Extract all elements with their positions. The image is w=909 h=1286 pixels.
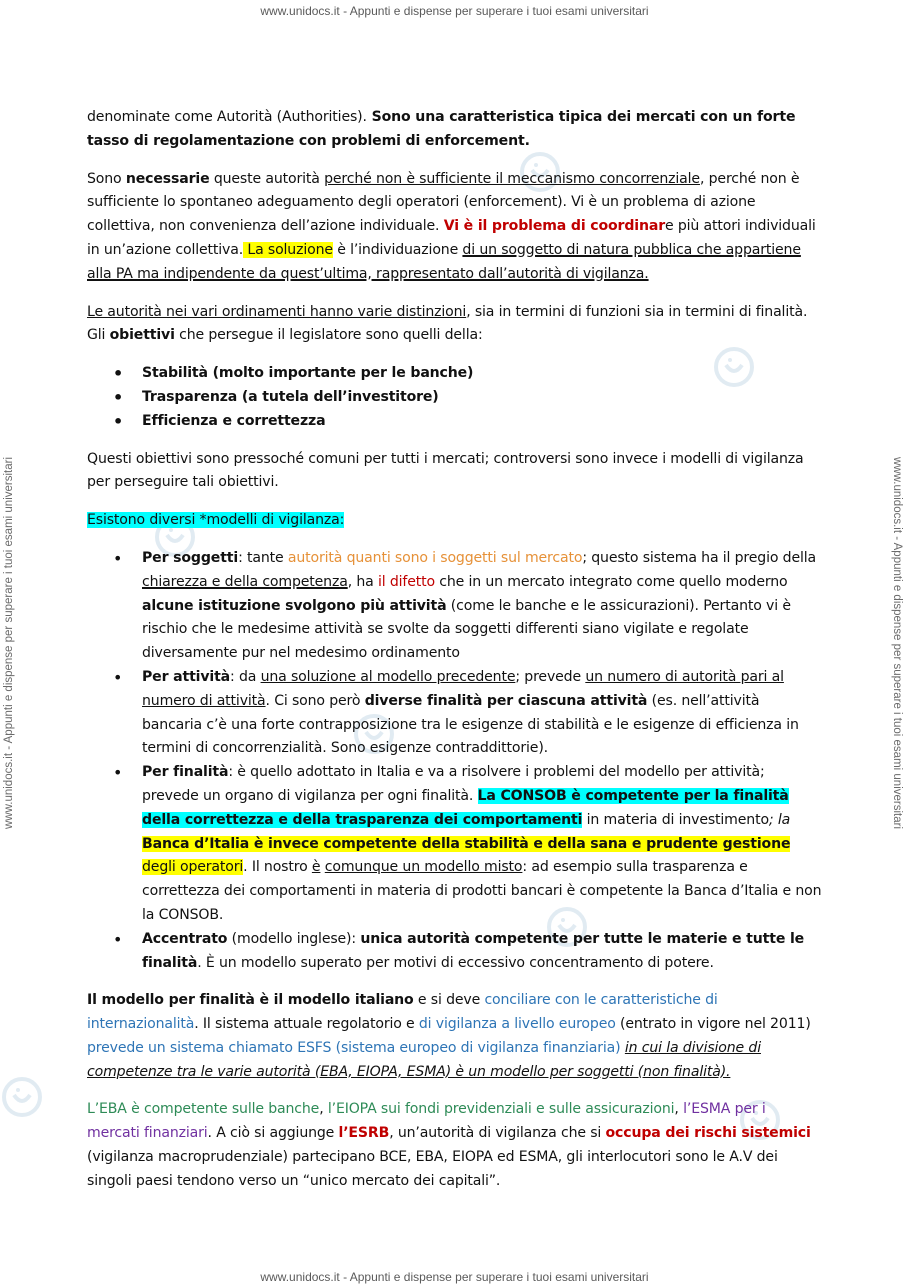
text-highlight-cyan: La CONSOB è competente per la finalità della correttezza e della trasparenza dei comportamenti bbox=[142, 787, 789, 828]
list-item: • Trasparenza (a tutela dell’investitore) bbox=[142, 386, 822, 410]
text-underlined: è bbox=[311, 859, 321, 876]
text: (es. nell’attività bancaria c’è una forte contrapposizione tra le esigenze di stabilità e le esigenze di efficienza in termini di concorrenzialità. Sono esigenze contraddittorie). bbox=[142, 692, 799, 757]
text: . Il nostro bbox=[243, 859, 312, 876]
text-bold: obiettivi bbox=[109, 327, 175, 344]
text-green: l’EIOPA sui fondi previdenziali e sulle assicurazioni bbox=[327, 1101, 675, 1118]
left-side-banner-text: www.unidocs.it - Appunti e dispense per superare i tuoi esami universitari bbox=[3, 456, 15, 830]
text-underlined: un numero di autorità pari al numero di attività bbox=[142, 668, 784, 709]
text-purple: l’ESMA per i mercati finanziari bbox=[87, 1101, 766, 1142]
paragraph-european-authorities bbox=[87, 1098, 822, 1193]
text: . Ci sono però bbox=[265, 692, 365, 709]
paragraph-necessity bbox=[87, 168, 822, 287]
text-underlined: di un soggetto di natura pubblica che appartiene alla PA ma indipendente da quest’ultima, rappresentato dall’autorità di vigilanza. bbox=[87, 241, 801, 282]
document-body bbox=[87, 106, 822, 1208]
paragraph-authorities bbox=[87, 106, 822, 154]
text-red: occupa dei rischi sistemici bbox=[605, 1125, 811, 1142]
text: (come le banche e le assicurazioni). Pertanto vi è rischio che le medesime attività se svolte da soggetti differenti siano vigilate e regolate diversamente pur nel medesimo ordinamento bbox=[142, 597, 791, 662]
paragraph-italian-model bbox=[87, 989, 822, 1084]
list-item bbox=[142, 666, 822, 761]
text: , sia in termini di funzioni sia in termini di finalità. Gli bbox=[87, 303, 808, 344]
list-item bbox=[142, 547, 822, 666]
text-bold: necessarie bbox=[125, 170, 210, 187]
text: (entrato in vigore nel 2011) bbox=[615, 1016, 811, 1033]
text: che persegue il legislatore sono quelli della: bbox=[174, 327, 483, 344]
text: è l’individuazione bbox=[332, 241, 463, 258]
text-underlined: perché non è sufficiente il meccanismo concorrenziale bbox=[324, 170, 700, 187]
text-highlight-yellow: La soluzione bbox=[243, 241, 333, 258]
text-orange: autorità quanti sono i soggetti sul mercato bbox=[287, 549, 583, 566]
text: , ha bbox=[347, 573, 378, 590]
text: (vigilanza macroprudenziale) partecipano BCE, EBA, EIOPA ed ESMA, gli interlocutori sono le A.V dei singoli paesi tendono verso un “unico mercato dei capitali”. bbox=[87, 1149, 778, 1189]
text-italic-underlined: in cui la divisione di competenze tra le varie autorità (EBA, EIOPA, ESMA) è un modello per soggetti (non finalità). bbox=[87, 1039, 761, 1080]
text: Sono bbox=[87, 170, 126, 187]
list-item bbox=[142, 761, 822, 928]
text-red: l’ESRB bbox=[338, 1125, 390, 1142]
text: , bbox=[674, 1101, 684, 1118]
text-blue: prevede un sistema chiamato ESFS (sistema europeo di vigilanza finanziaria) bbox=[87, 1039, 621, 1056]
text: queste autorità bbox=[209, 170, 325, 187]
text-bold: Sono una caratteristica tipica dei mercati con un forte tasso di regolamentazione con problemi di enforcement. bbox=[87, 109, 796, 149]
right-side-banner-text: www.unidocs.it - Appunti e dispense per superare i tuoi esami universitari bbox=[891, 456, 903, 830]
text: e più attori individuali in un’azione collettiva. bbox=[87, 218, 816, 258]
text-bold: alcune istituzione svolgono più attività bbox=[142, 597, 447, 614]
text: denominate come Autorità (Authorities). bbox=[87, 109, 367, 125]
text-bold: Accentrato bbox=[142, 930, 228, 947]
text: : da bbox=[230, 668, 261, 685]
text-underlined: Le autorità nei vari ordinamenti hanno varie distinzioni bbox=[87, 303, 467, 320]
text: . Il sistema attuale regolatorio e bbox=[194, 1016, 419, 1033]
text: ; la bbox=[768, 811, 791, 828]
paragraph-distinctions bbox=[87, 301, 822, 349]
text: ; questo sistema ha il pregio della bbox=[582, 549, 816, 566]
list-item: • Stabilità (molto importante per le banche) bbox=[142, 362, 822, 386]
text-highlight-cyan: Esistono diversi *modelli di vigilanza: bbox=[87, 512, 345, 529]
models-list bbox=[87, 547, 822, 975]
text-blue: conciliare con le caratteristiche di internazionalità bbox=[87, 992, 718, 1033]
text: (modello inglese): bbox=[227, 930, 361, 947]
text: : è quello adottato in Italia e va a risolvere i problemi del modello per attività; prevede un organo di vigilanza per ogni finalità. bbox=[142, 764, 765, 804]
text-bold: diverse finalità per ciascuna attività bbox=[364, 692, 648, 709]
text-highlight-yellow: degli operatori bbox=[142, 859, 244, 876]
text: : ad esempio sulla trasparenza e correttezza dei comportamenti in materia di prodotti bancari è competente la Banca d’Italia e non la CONSOB. bbox=[142, 859, 822, 923]
text: . È un modello superato per motivi di eccessivo concentramento di potere. bbox=[197, 954, 714, 971]
text: e si deve bbox=[413, 992, 485, 1009]
text-underlined: comunque un modello misto bbox=[324, 859, 523, 876]
list-item bbox=[142, 928, 822, 976]
text-underlined: chiarezza e della competenza bbox=[142, 573, 348, 590]
text: , un’autorità di vigilanza che si bbox=[389, 1125, 606, 1142]
text-bold: Il modello per finalità è il modello italiano bbox=[87, 992, 414, 1009]
text: ; prevede bbox=[515, 668, 586, 685]
unidocs-watermark-icon bbox=[0, 1075, 44, 1119]
text-bold: Per finalità bbox=[142, 764, 229, 781]
text-green: L’EBA è competente sulle banche bbox=[87, 1101, 320, 1118]
objectives-list bbox=[87, 362, 822, 433]
text: che in un mercato integrato come quello moderno bbox=[434, 573, 788, 590]
list-item: • Efficienza e correttezza bbox=[142, 410, 822, 434]
text-blue: di vigilanza a livello europeo bbox=[418, 1016, 616, 1033]
footer-banner: www.unidocs.it - Appunti e dispense per superare i tuoi esami universitari bbox=[260, 1270, 649, 1284]
text: , perché non è sufficiente lo spontaneo adeguamento degli operatori (enforcement). Vi è un problema di azione collettiva, non convenienza dell’azione individuale. bbox=[87, 170, 800, 235]
text-underlined: una soluzione al modello precedente bbox=[260, 668, 516, 685]
text: in materia di investimento bbox=[582, 811, 769, 828]
text-red: il difetto bbox=[377, 573, 435, 590]
text: . A ciò si aggiunge bbox=[207, 1125, 339, 1142]
text-bold: Per attività bbox=[142, 668, 231, 685]
text: , bbox=[319, 1101, 328, 1118]
paragraph-objectives: Questi obiettivi sono pressoché comuni per tutti i mercati; controversi sono invece i modelli di vigilanza per perseguire tali obiettivi. bbox=[87, 450, 804, 491]
text-red: Vi è il problema di coordinar bbox=[443, 218, 665, 235]
text-bold: Per soggetti bbox=[142, 549, 239, 566]
text-bold: unica autorità competente per tutte le materie e tutte le finalità bbox=[142, 930, 805, 971]
text: : tante bbox=[238, 549, 288, 566]
paragraph-models-intro bbox=[87, 509, 822, 533]
header-banner: www.unidocs.it - Appunti e dispense per superare i tuoi esami universitari bbox=[260, 4, 649, 18]
text-highlight-yellow: Banca d’Italia è invece competente della stabilità e della sana e prudente gestione bbox=[142, 835, 791, 852]
